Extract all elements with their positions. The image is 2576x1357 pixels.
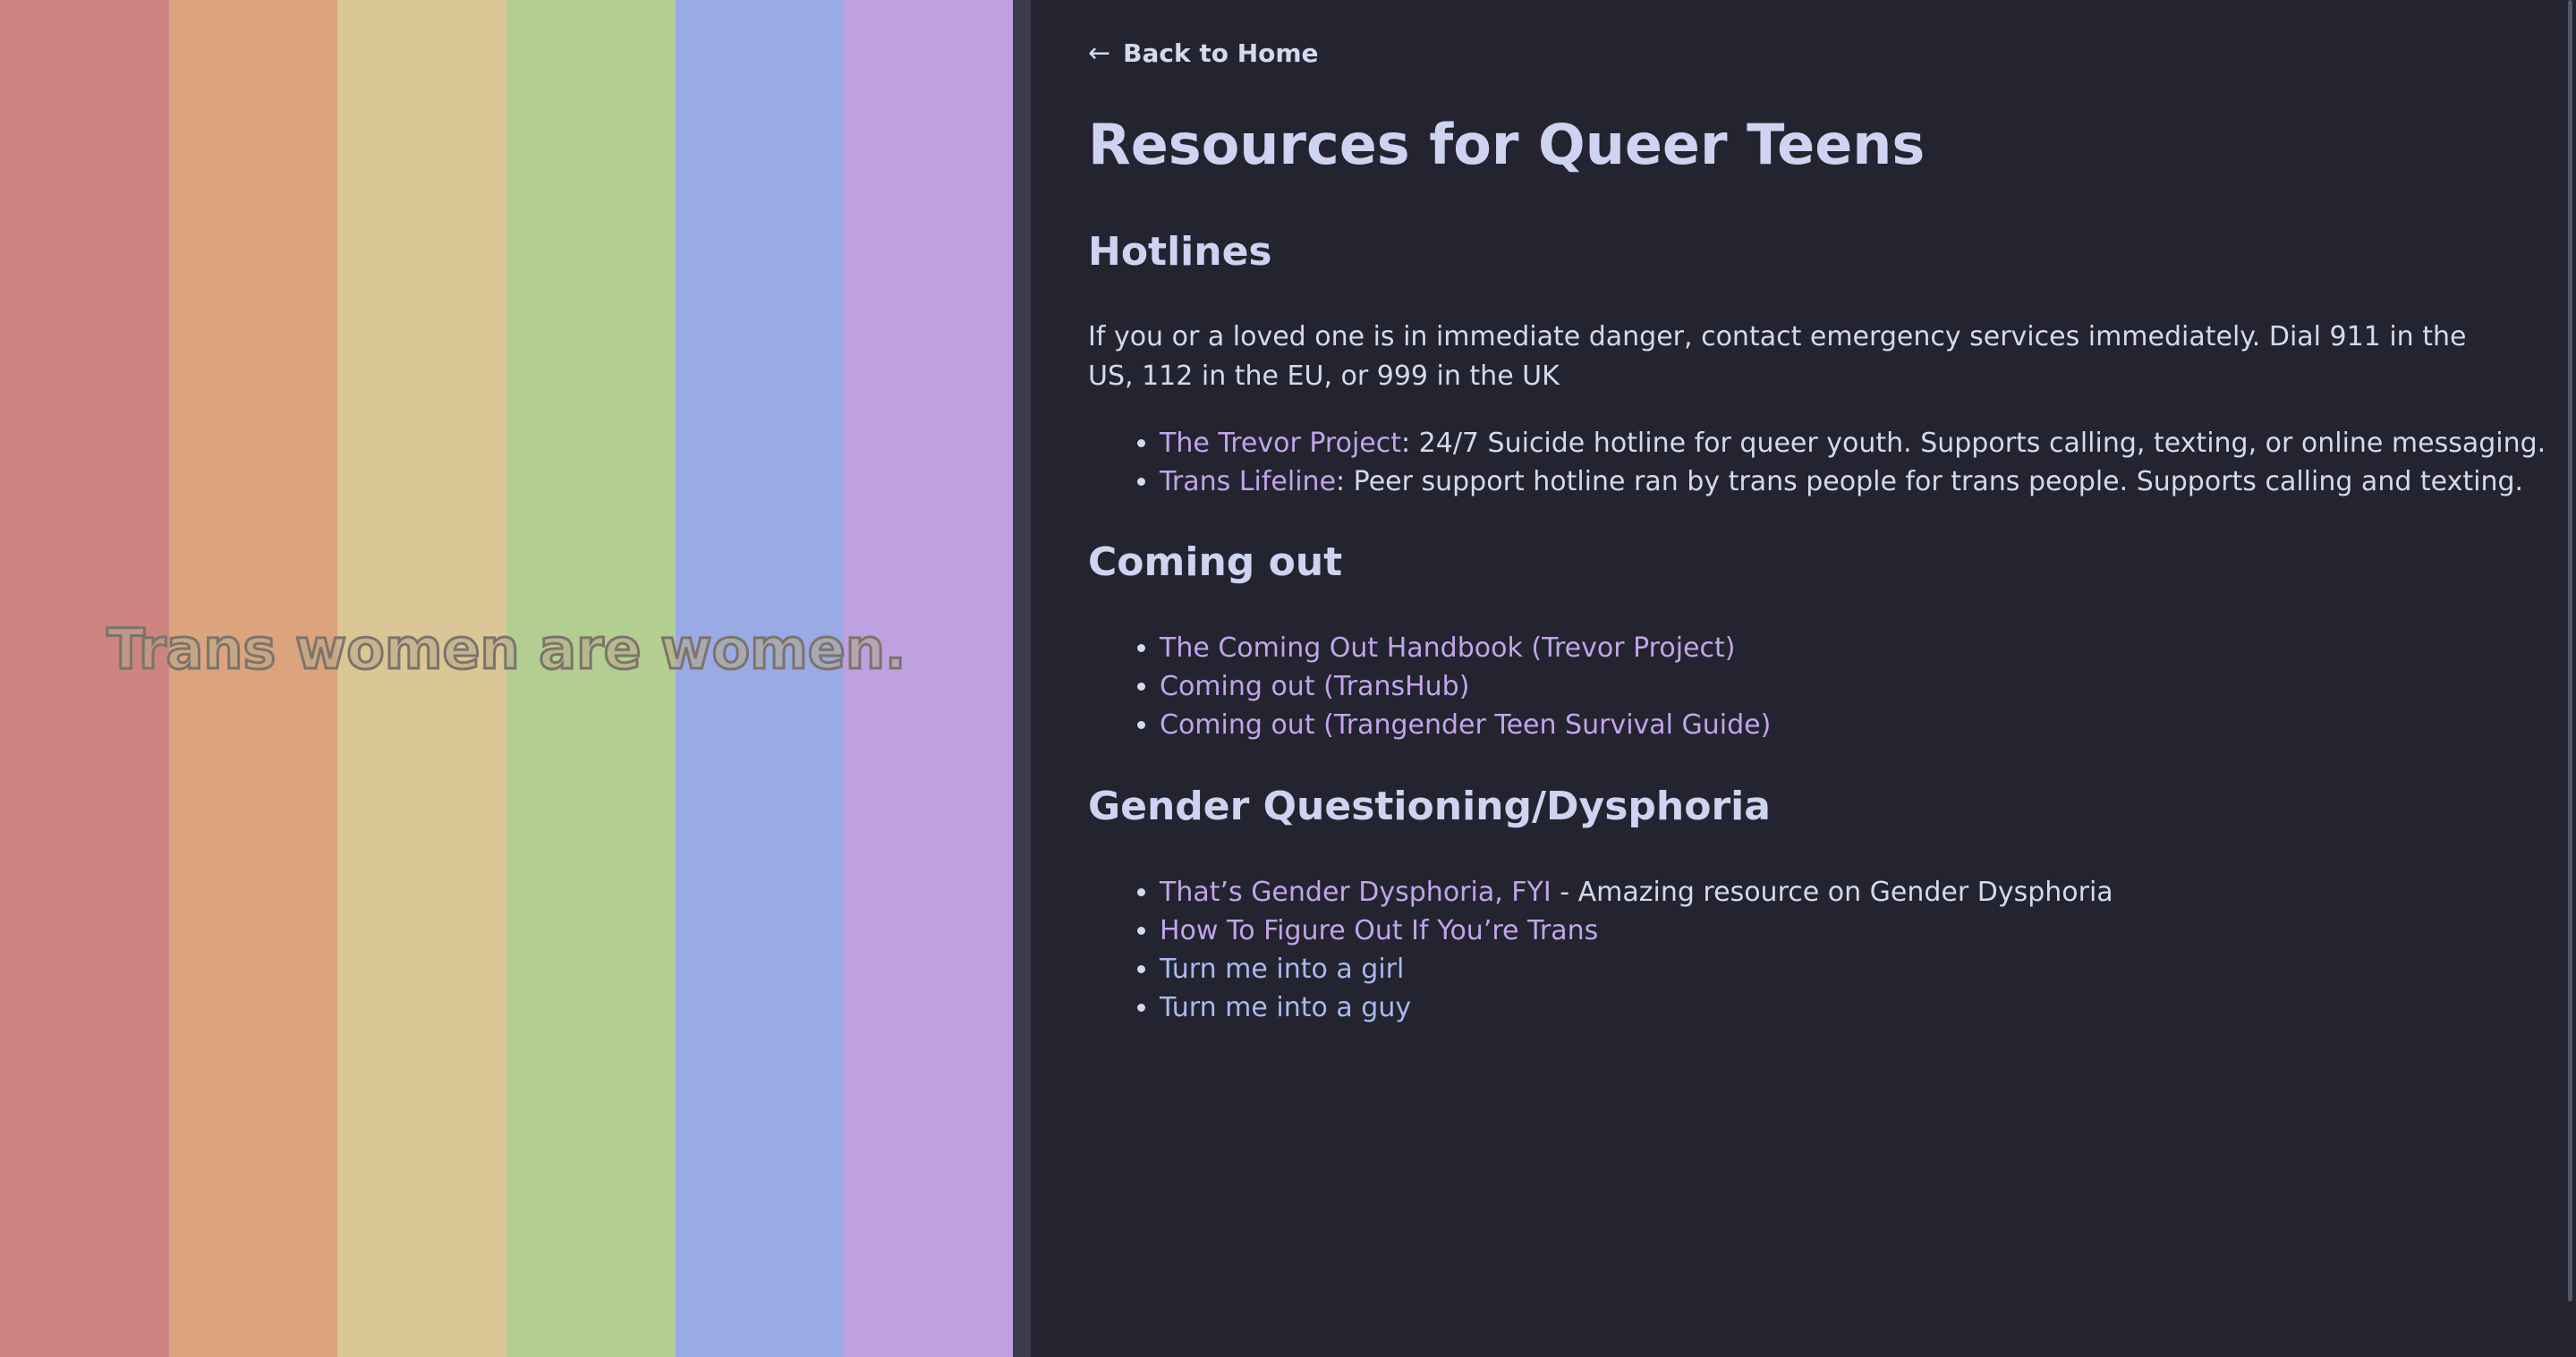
main-content — [1031, 0, 2561, 1357]
turn-me-into-a-girl-link[interactable]: Turn me into a girl — [1160, 954, 1405, 985]
gender-dysphoria-fyi-link[interactable]: That’s Gender Dysphoria, FYI — [1160, 877, 1552, 908]
list-item — [1160, 988, 2113, 1027]
scrollbar-track[interactable] — [2561, 0, 2576, 1357]
arrow-left-icon: ← — [1088, 38, 1111, 69]
flag-slogan: Trans women are women. — [106, 615, 906, 682]
turn-me-into-a-guy-link[interactable]: Turn me into a guy — [1160, 992, 1412, 1023]
coming-out-list — [1088, 629, 1771, 744]
coming-out-survival-guide-link[interactable]: Coming out (Trangender Teen Survival Guide) — [1160, 709, 1772, 741]
list-item — [1160, 667, 1771, 706]
back-to-home-link[interactable] — [1088, 38, 1319, 69]
coming-out-transhub-link[interactable]: Coming out (TransHub) — [1160, 671, 1470, 702]
trevor-project-description: : 24/7 Suicide hotline for queer youth. Supports calling, texting, or online messaging. — [1401, 428, 2546, 459]
hotlines-list — [1088, 424, 2546, 501]
page-title: Resources for Queer Teens — [1088, 112, 1926, 177]
coming-out-heading: Coming out — [1088, 539, 1343, 585]
list-item — [1160, 950, 2113, 988]
gender-questioning-list — [1088, 873, 2113, 1027]
list-item — [1160, 706, 1771, 744]
list-item — [1160, 424, 2546, 462]
coming-out-handbook-link[interactable]: The Coming Out Handbook (Trevor Project) — [1160, 632, 1736, 664]
hotlines-heading: Hotlines — [1088, 229, 1272, 275]
list-item — [1160, 873, 2113, 912]
list-item — [1160, 912, 2113, 950]
figure-out-if-trans-link[interactable]: How To Figure Out If You’re Trans — [1160, 915, 1599, 946]
trans-lifeline-description: : Peer support hotline ran by trans people for trans people. Supports calling and texting. — [1336, 466, 2524, 497]
back-to-home-label: Back to Home — [1123, 38, 1319, 68]
panel-divider — [1013, 0, 1031, 1357]
emergency-notice: If you or a loved one is in immediate danger, contact emergency services immediately. Dial 911 in the US, 112 in the EU, or 999 in the UK — [1088, 321, 2467, 392]
list-item — [1160, 462, 2546, 501]
trevor-project-link[interactable]: The Trevor Project — [1160, 428, 1401, 459]
gender-questioning-heading: Gender Questioning/Dysphoria — [1088, 784, 1771, 829]
scrollbar-thumb[interactable] — [2568, 0, 2572, 1302]
list-item — [1160, 629, 1771, 667]
flag-slogan-container — [0, 0, 1013, 1357]
gender-dysphoria-fyi-description: - Amazing resource on Gender Dysphoria — [1551, 877, 2113, 908]
trans-lifeline-link[interactable]: Trans Lifeline — [1160, 466, 1337, 497]
